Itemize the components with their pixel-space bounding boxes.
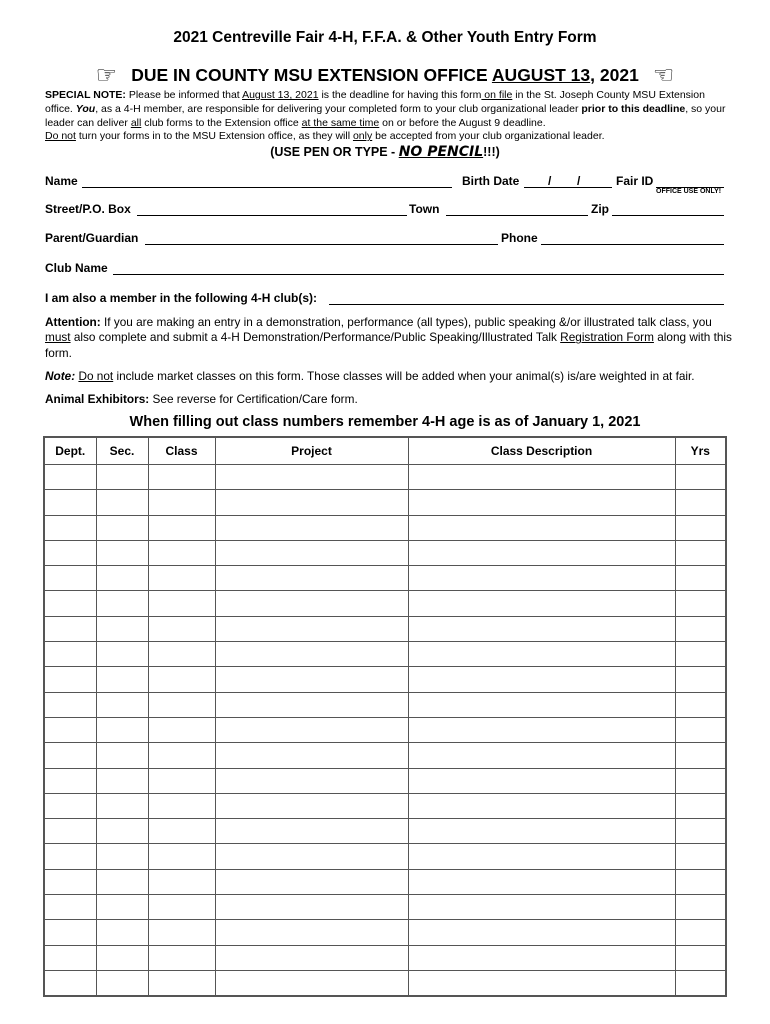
street-label: Street/P.O. Box (45, 202, 131, 216)
name-field[interactable] (82, 187, 452, 188)
zip-field[interactable] (612, 215, 724, 216)
sec-cell[interactable] (96, 819, 148, 844)
dept-cell[interactable] (44, 490, 96, 515)
class-cell[interactable] (148, 869, 215, 894)
table-header-row (44, 437, 726, 465)
header-sec: Sec. (96, 437, 148, 465)
table-row (44, 945, 726, 970)
project-cell[interactable] (215, 540, 408, 565)
yrs-cell[interactable] (675, 793, 726, 818)
yrs-cell[interactable] (675, 920, 726, 945)
class-cell[interactable] (148, 642, 215, 667)
class-description-cell[interactable] (408, 540, 675, 565)
animal-exhibitors-label: Animal Exhibitors: (45, 392, 150, 406)
dept-cell[interactable] (44, 642, 96, 667)
club-name-label: Club Name (45, 261, 108, 275)
project-cell[interactable] (215, 743, 408, 768)
yrs-cell[interactable] (675, 692, 726, 717)
yrs-cell[interactable] (675, 490, 726, 515)
class-cell[interactable] (148, 717, 215, 742)
project-cell[interactable] (215, 869, 408, 894)
class-description-cell[interactable] (408, 768, 675, 793)
dept-cell[interactable] (44, 540, 96, 565)
class-description-cell[interactable] (408, 945, 675, 970)
project-cell[interactable] (215, 667, 408, 692)
birth-date-slash: / (577, 174, 581, 188)
entry-table-body (44, 465, 726, 997)
project-cell[interactable] (215, 970, 408, 996)
project-cell[interactable] (215, 616, 408, 641)
class-description-cell[interactable] (408, 895, 675, 920)
yrs-cell[interactable] (675, 743, 726, 768)
class-description-cell[interactable] (408, 869, 675, 894)
deadline-date: August 13, 2021 (242, 89, 319, 101)
special-note-text: , so your leader can deliver (45, 102, 726, 129)
sec-cell[interactable] (96, 540, 148, 565)
office-use-only-note: OFFICE USE ONLY! (656, 188, 722, 195)
table-row (44, 869, 726, 894)
project-cell[interactable] (215, 692, 408, 717)
table-row (44, 540, 726, 565)
yrs-cell[interactable] (675, 895, 726, 920)
zip-label: Zip (591, 202, 609, 216)
sec-cell[interactable] (96, 895, 148, 920)
sec-cell[interactable] (96, 616, 148, 641)
header-yrs: Yrs (675, 437, 726, 465)
pointing-hand-right-icon: ☞ (95, 62, 118, 89)
attention-text: along with this form. (45, 330, 732, 360)
project-cell[interactable] (215, 642, 408, 667)
project-cell[interactable] (215, 515, 408, 540)
class-cell[interactable] (148, 566, 215, 591)
entry-table (43, 436, 727, 997)
class-description-cell[interactable] (408, 717, 675, 742)
project-cell[interactable] (215, 844, 408, 869)
class-cell[interactable] (148, 920, 215, 945)
sec-cell[interactable] (96, 793, 148, 818)
yrs-cell[interactable] (675, 869, 726, 894)
parent-guardian-field[interactable] (145, 244, 498, 245)
project-cell[interactable] (215, 490, 408, 515)
due-year: , 2021 (590, 65, 639, 85)
class-description-cell[interactable] (408, 970, 675, 996)
yrs-cell[interactable] (675, 540, 726, 565)
animal-exhibitors-text: See reverse for Certification/Care form. (149, 392, 358, 406)
use-pen-end: !!!) (483, 145, 500, 159)
class-cell[interactable] (148, 591, 215, 616)
on-file-text: on file (481, 89, 513, 101)
yrs-cell[interactable] (675, 465, 726, 490)
use-pen-instruction (0, 144, 770, 160)
table-row (44, 819, 726, 844)
yrs-cell[interactable] (675, 945, 726, 970)
class-cell[interactable] (148, 490, 215, 515)
note-text: include market classes on this form. Those classes will be added when your animal(s) is/are weighted in at fair. (113, 369, 695, 383)
animal-exhibitors-paragraph (45, 392, 735, 407)
project-cell[interactable] (215, 591, 408, 616)
special-note-text: in the St. Joseph County MSU Extension office. (45, 89, 705, 115)
project-cell[interactable] (215, 895, 408, 920)
table-row (44, 667, 726, 692)
dept-cell[interactable] (44, 515, 96, 540)
special-note-text: be accepted from your club organizational leader. (372, 130, 605, 143)
special-note-text: , as a 4-H member, are responsible for delivering your completed form to your club organizational leader (95, 102, 582, 115)
yrs-cell[interactable] (675, 819, 726, 844)
class-description-cell[interactable] (408, 591, 675, 616)
yrs-cell[interactable] (675, 591, 726, 616)
class-description-cell[interactable] (408, 515, 675, 540)
do-not-text: Do not (45, 130, 76, 143)
class-cell[interactable] (148, 743, 215, 768)
class-description-cell[interactable] (408, 844, 675, 869)
dept-cell[interactable] (44, 844, 96, 869)
class-description-cell[interactable] (408, 490, 675, 515)
header-dept: Dept. (44, 437, 96, 465)
special-note-text: on or before the August 9 deadline. (379, 116, 546, 129)
yrs-cell[interactable] (675, 970, 726, 996)
sec-cell[interactable] (96, 515, 148, 540)
prior-deadline-text: prior to this deadline (581, 102, 686, 115)
dept-cell[interactable] (44, 970, 96, 996)
name-label: Name (45, 174, 78, 188)
sec-cell[interactable] (96, 692, 148, 717)
pointing-hand-left-icon: ☜ (652, 62, 675, 89)
table-row (44, 970, 726, 996)
phone-label: Phone (501, 231, 538, 245)
attention-label: Attention: (45, 315, 101, 329)
sec-cell[interactable] (96, 566, 148, 591)
class-cell[interactable] (148, 945, 215, 970)
yrs-cell[interactable] (675, 642, 726, 667)
class-cell[interactable] (148, 692, 215, 717)
street-field[interactable] (137, 215, 407, 216)
birth-date-slash: / (548, 174, 552, 188)
sec-cell[interactable] (96, 945, 148, 970)
you-text: You (75, 102, 96, 115)
dept-cell[interactable] (44, 717, 96, 742)
special-note-label: SPECIAL NOTE: (45, 89, 126, 101)
header-project: Project (215, 437, 408, 465)
class-description-cell[interactable] (408, 616, 675, 641)
class-description-cell[interactable] (408, 465, 675, 490)
class-description-cell[interactable] (408, 667, 675, 692)
table-row (44, 895, 726, 920)
class-description-cell[interactable] (408, 743, 675, 768)
class-cell[interactable] (148, 844, 215, 869)
sec-cell[interactable] (96, 768, 148, 793)
town-label: Town (409, 202, 440, 216)
form-title: 2021 Centreville Fair 4-H, F.F.A. & Other Youth Entry Form (173, 29, 597, 46)
class-cell[interactable] (148, 793, 215, 818)
birth-date-field[interactable] (524, 187, 612, 188)
dept-cell[interactable] (44, 819, 96, 844)
table-row (44, 692, 726, 717)
attention-text: also complete and submit a 4-H Demonstration/Performance/Public Speaking/Illustrated Talk (70, 330, 561, 345)
yrs-cell[interactable] (675, 717, 726, 742)
yrs-cell[interactable] (675, 667, 726, 692)
dept-cell[interactable] (44, 743, 96, 768)
sec-cell[interactable] (96, 642, 148, 667)
sec-cell[interactable] (96, 920, 148, 945)
project-cell[interactable] (215, 566, 408, 591)
project-cell[interactable] (215, 768, 408, 793)
sec-cell[interactable] (96, 490, 148, 515)
same-time-text: at the same time (301, 116, 380, 129)
class-description-cell[interactable] (408, 692, 675, 717)
class-cell[interactable] (148, 465, 215, 490)
attention-paragraph (45, 315, 735, 361)
class-cell[interactable] (148, 515, 215, 540)
project-cell[interactable] (215, 920, 408, 945)
table-row (44, 591, 726, 616)
phone-field[interactable] (541, 244, 724, 245)
header-class-description: Class Description (408, 437, 675, 465)
class-description-cell[interactable] (408, 642, 675, 667)
sec-cell[interactable] (96, 743, 148, 768)
registration-form-link-text: Registration Form (560, 330, 654, 345)
all-text: all (130, 116, 142, 129)
class-cell[interactable] (148, 540, 215, 565)
sec-cell[interactable] (96, 667, 148, 692)
dept-cell[interactable] (44, 566, 96, 591)
special-note-text: is the deadline for having this form (318, 89, 482, 101)
dept-cell[interactable] (44, 895, 96, 920)
club-name-field[interactable] (113, 274, 724, 275)
header-class: Class (148, 437, 215, 465)
dept-cell[interactable] (44, 692, 96, 717)
class-cell[interactable] (148, 895, 215, 920)
class-cell[interactable] (148, 667, 215, 692)
sec-cell[interactable] (96, 844, 148, 869)
use-pen-text: (USE PEN OR TYPE - (270, 145, 399, 159)
table-row (44, 642, 726, 667)
table-row (44, 793, 726, 818)
due-heading (0, 61, 770, 90)
table-row (44, 717, 726, 742)
also-member-label: I am also a member in the following 4-H club(s): (45, 291, 318, 305)
class-cell[interactable] (148, 616, 215, 641)
sec-cell[interactable] (96, 869, 148, 894)
note-paragraph (45, 369, 735, 384)
project-cell[interactable] (215, 819, 408, 844)
class-cell[interactable] (148, 819, 215, 844)
note-label: Note: (45, 369, 76, 383)
only-text: only (352, 130, 373, 143)
special-note-text: club forms to the Extension office (141, 116, 302, 129)
dept-cell[interactable] (44, 591, 96, 616)
class-description-cell[interactable] (408, 920, 675, 945)
class-number-note: When filling out class numbers remember 4-H age is as of January 1, 2021 (129, 414, 641, 430)
also-member-field[interactable] (329, 304, 724, 305)
class-description-cell[interactable] (408, 566, 675, 591)
dept-cell[interactable] (44, 869, 96, 894)
yrs-cell[interactable] (675, 616, 726, 641)
sec-cell[interactable] (96, 717, 148, 742)
due-text: DUE IN COUNTY MSU EXTENSION OFFICE (131, 65, 492, 85)
dept-cell[interactable] (44, 465, 96, 490)
attention-text: If you are making an entry in a demonstration, performance (all types), public speaking &/or illustrated talk class, you (100, 315, 712, 329)
project-cell[interactable] (215, 945, 408, 970)
table-row (44, 515, 726, 540)
dept-cell[interactable] (44, 945, 96, 970)
no-pencil-text: NO PENCIL (398, 144, 484, 160)
dept-cell[interactable] (44, 667, 96, 692)
birth-date-label: Birth Date (462, 174, 520, 188)
sec-cell[interactable] (96, 970, 148, 996)
fair-id-label: Fair ID (616, 174, 654, 188)
project-cell[interactable] (215, 465, 408, 490)
sec-cell[interactable] (96, 465, 148, 490)
table-row (44, 920, 726, 945)
class-description-cell[interactable] (408, 793, 675, 818)
class-cell[interactable] (148, 970, 215, 996)
yrs-cell[interactable] (675, 566, 726, 591)
table-row (44, 743, 726, 768)
special-note-text: Please be informed that (125, 89, 243, 101)
table-row (44, 768, 726, 793)
note-do-not: Do not (78, 369, 114, 383)
table-row (44, 844, 726, 869)
dept-cell[interactable] (44, 616, 96, 641)
table-row (44, 566, 726, 591)
project-cell[interactable] (215, 793, 408, 818)
dept-cell[interactable] (44, 768, 96, 793)
special-note-text: turn your forms in to the MSU Extension office, as they will (75, 130, 353, 143)
due-date: AUGUST 13 (491, 65, 591, 85)
yrs-cell[interactable] (675, 844, 726, 869)
parent-guardian-label: Parent/Guardian (45, 231, 139, 245)
class-description-cell[interactable] (408, 819, 675, 844)
must-text: must (45, 330, 71, 345)
yrs-cell[interactable] (675, 768, 726, 793)
table-row (44, 616, 726, 641)
town-field[interactable] (446, 215, 588, 216)
table-row (44, 490, 726, 515)
class-cell[interactable] (148, 768, 215, 793)
dept-cell[interactable] (44, 793, 96, 818)
yrs-cell[interactable] (675, 515, 726, 540)
table-row (44, 465, 726, 490)
project-cell[interactable] (215, 717, 408, 742)
dept-cell[interactable] (44, 920, 96, 945)
sec-cell[interactable] (96, 591, 148, 616)
special-note (45, 89, 729, 144)
